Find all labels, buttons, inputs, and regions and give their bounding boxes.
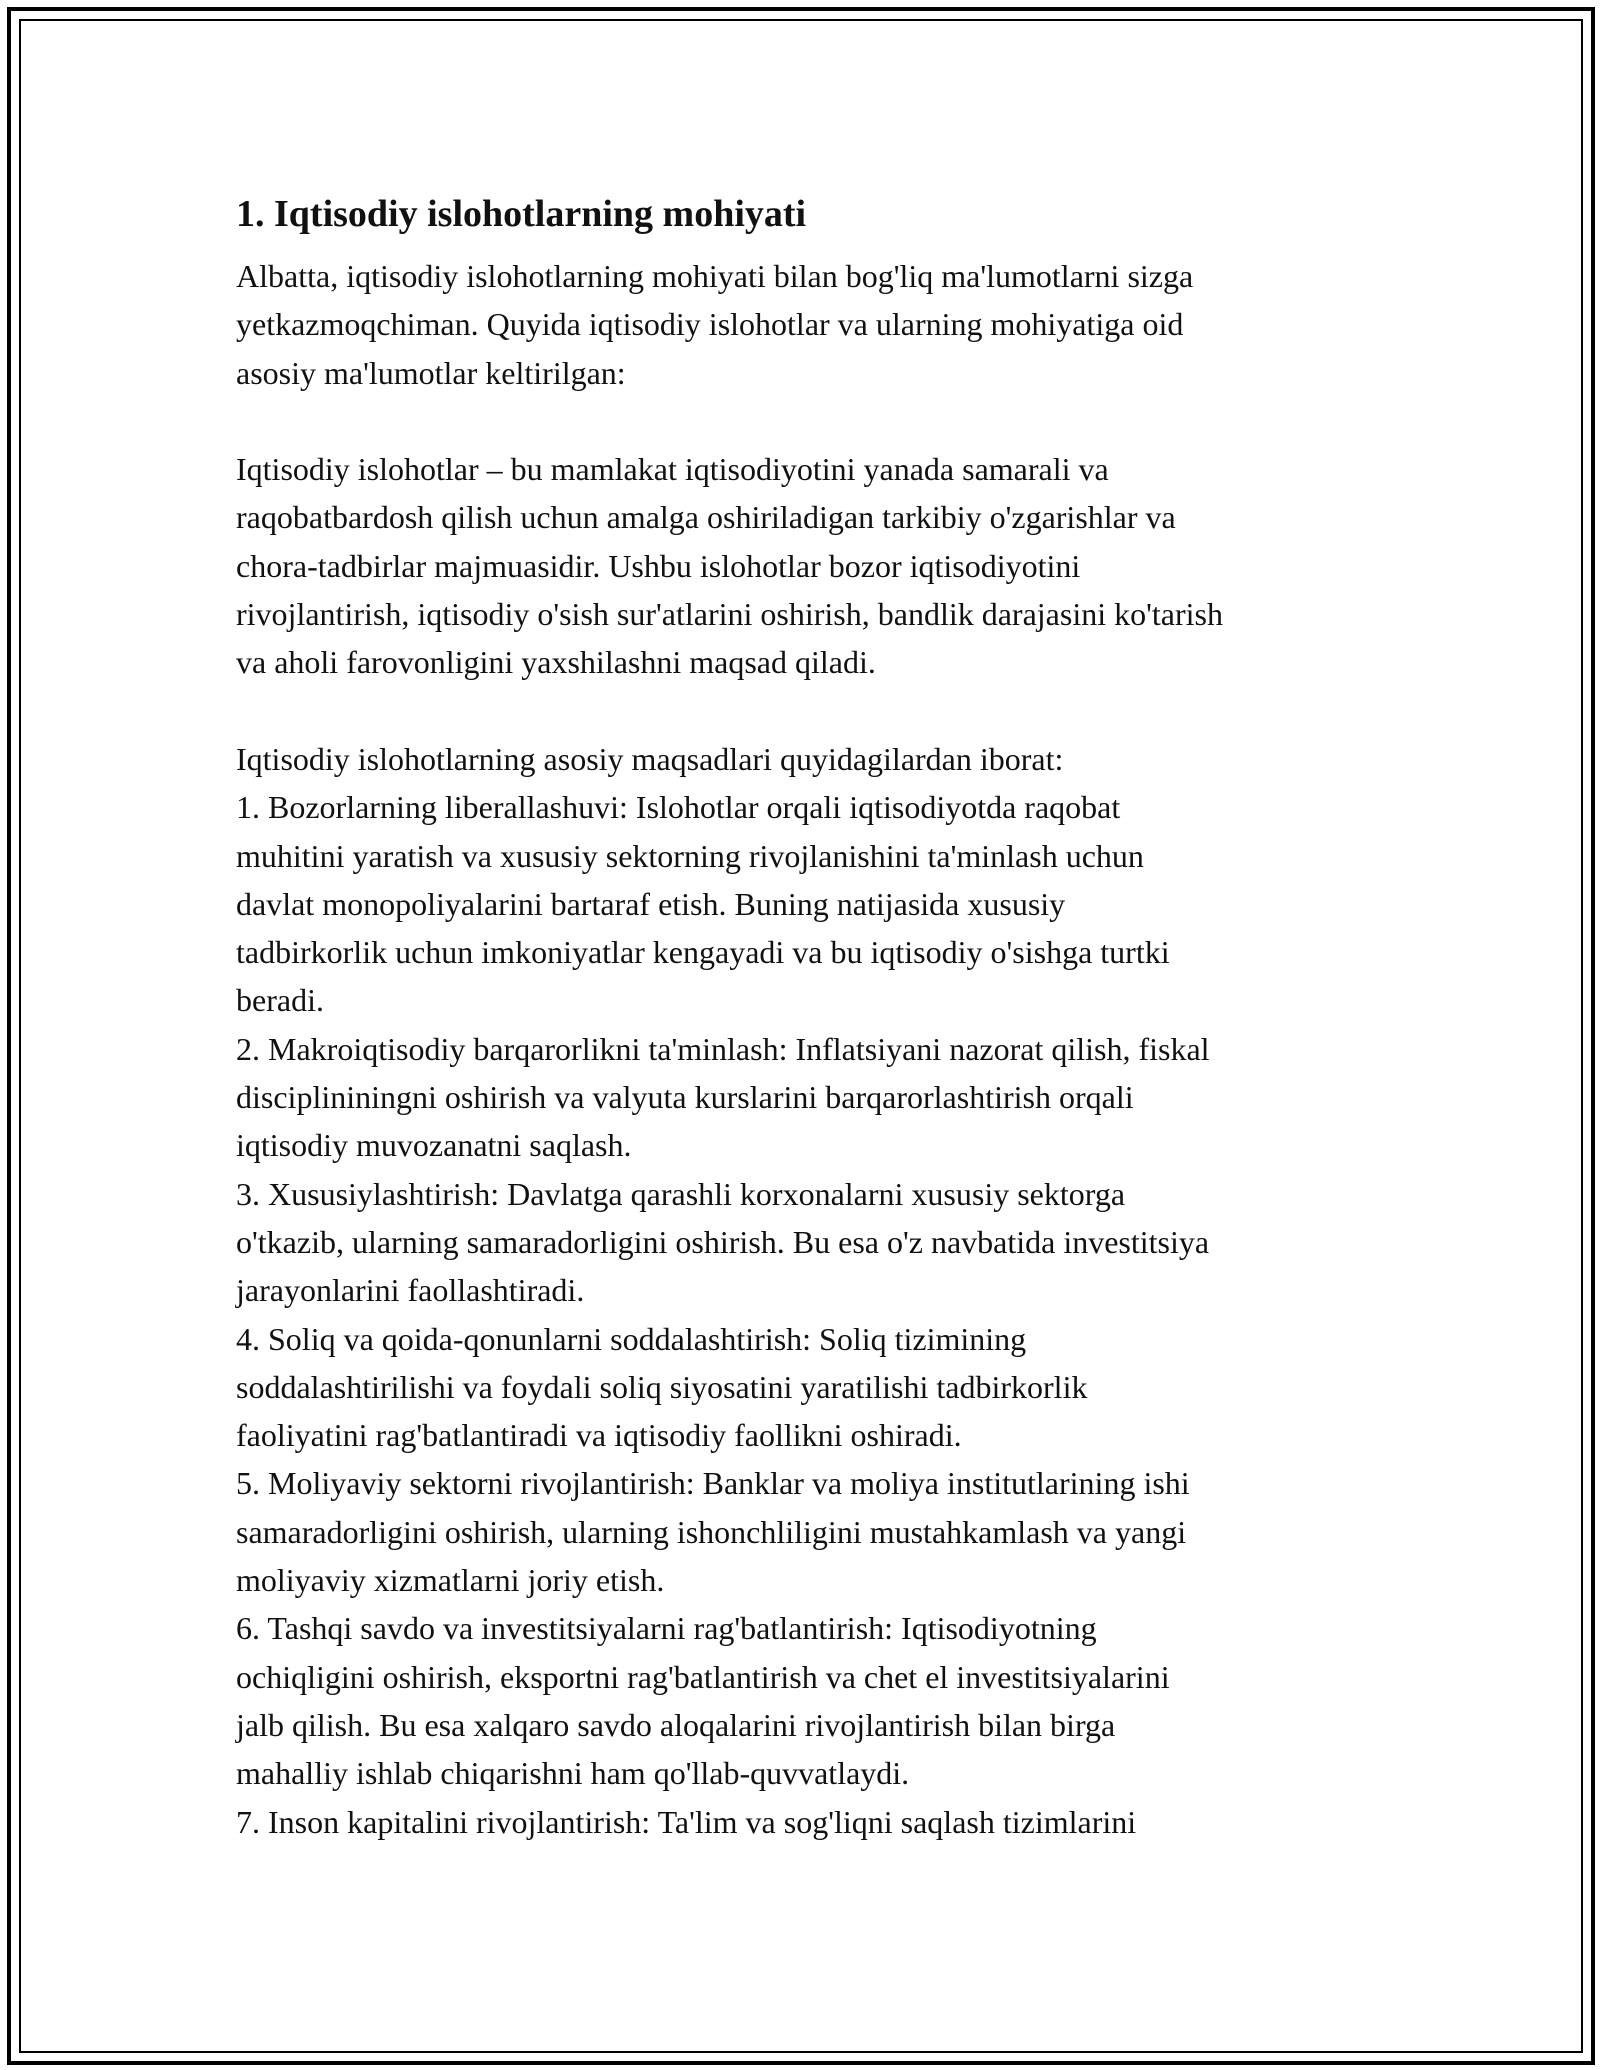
list-item-line: moliyaviy xizmatlarni joriy etish. (236, 1562, 665, 1599)
list-item-line: soddalashtirilishi va foydali soliq siyosatini yaratilishi tadbirkorlik (236, 1368, 1088, 1405)
list-item-line: tadbirkorlik uchun imkoniyatlar kengayadi va bu iqtisodiy o'sishga turtki (236, 934, 1170, 971)
text-line: chora-tadbirlar majmuasidir. Ushbu islohotlar bozor iqtisodiyotini (236, 547, 1081, 584)
definition-paragraph (236, 445, 1386, 686)
list-intro-line: Iqtisodiy islohotlarning asosiy maqsadlari quyidagilardan iborat: (236, 740, 1064, 777)
list-item-line: faoliyatini rag'batlantiradi va iqtisodiy faollikni oshiradi. (236, 1417, 962, 1454)
text-line: va aholi farovonligini yaxshilashni maqsad qiladi. (236, 644, 876, 681)
intro-paragraph (236, 252, 1386, 397)
list-item-line: muhitini yaratish va xususiy sektorning rivojlanishini ta'minlash uchun (236, 837, 1144, 874)
list-item-line: beradi. (236, 982, 324, 1019)
list-item-line: 7. Inson kapitalini rivojlantirish: Ta'lim va sog'liqni saqlash tizimlarini (236, 1803, 1137, 1840)
list-item-line: 2. Makroiqtisodiy barqarorlikni ta'minlash: Inflatsiyani nazorat qilish, fiskal (236, 1030, 1210, 1067)
text-line: raqobatbardosh qilish uchun amalga oshiriladigan tarkibiy o'zgarishlar va (236, 499, 1176, 536)
text-line: yetkazmoqchiman. Quyida iqtisodiy islohotlar va ularning mohiyatiga oid (236, 306, 1184, 343)
text-line: rivojlantirish, iqtisodiy o'sish sur'atlarini oshirish, bandlik darajasini ko'tarish (236, 596, 1223, 633)
list-item-line: 1. Bozorlarning liberallashuvi: Islohotlar orqali iqtisodiyotda raqobat (236, 789, 1121, 826)
list-item-line: samaradorligini oshirish, ularning ishonchliligini mustahkamlash va yangi (236, 1513, 1187, 1550)
text-line: asosiy ma'lumotlar keltirilgan: (236, 354, 626, 391)
text-line: Iqtisodiy islohotlar – bu mamlakat iqtisodiyotini yanada samarali va (236, 451, 1109, 488)
document-body (236, 186, 1386, 1846)
list-item-line: 6. Tashqi savdo va investitsiyalarni rag'batlantirish: Iqtisodiyotning (236, 1610, 1097, 1647)
list-item-line: ochiqligini oshirish, eksportni rag'batlantirish va chet el investitsiyalarini (236, 1658, 1170, 1695)
section-heading: 1. Iqtisodiy islohotlarning mohiyati (236, 193, 807, 235)
list-item-line: 5. Moliyaviy sektorni rivojlantirish: Banklar va moliya institutlarining ishi (236, 1465, 1190, 1502)
list-item-line: disciplininingni oshirish va valyuta kurslarini barqarorlashtirish orqali (236, 1079, 1134, 1116)
text-line: Albatta, iqtisodiy islohotlarning mohiyati bilan bog'liq ma'lumotlarni sizga (236, 258, 1194, 294)
list-item-line: 4. Soliq va qoida-qonunlarni soddalashtirish: Soliq tizimining (236, 1320, 1027, 1357)
list-item-line: 3. Xususiylashtirish: Davlatga qarashli korxonalarni xususiy sektorga (236, 1175, 1126, 1212)
list-item-line: o'tkazib, ularning samaradorligini oshirish. Bu esa o'z navbatida investitsiya (236, 1223, 1210, 1260)
list-item-line: mahalliy ishlab chiqarishni ham qo'llab-quvvatlaydi. (236, 1755, 910, 1792)
list-item-line: jarayonlarini faollashtiradi. (236, 1272, 585, 1309)
paragraph-gap (236, 687, 1386, 735)
paragraph-gap (236, 397, 1386, 445)
list-item-line: davlat monopoliyalarini bartaraf etish. Buning natijasida xususiy (236, 885, 1066, 922)
list-item-line: jalb qilish. Bu esa xalqaro savdo aloqalarini rivojlantirish bilan birga (236, 1706, 1116, 1743)
goals-list (236, 735, 1386, 1846)
list-item-line: iqtisodiy muvozanatni saqlash. (236, 1127, 632, 1164)
